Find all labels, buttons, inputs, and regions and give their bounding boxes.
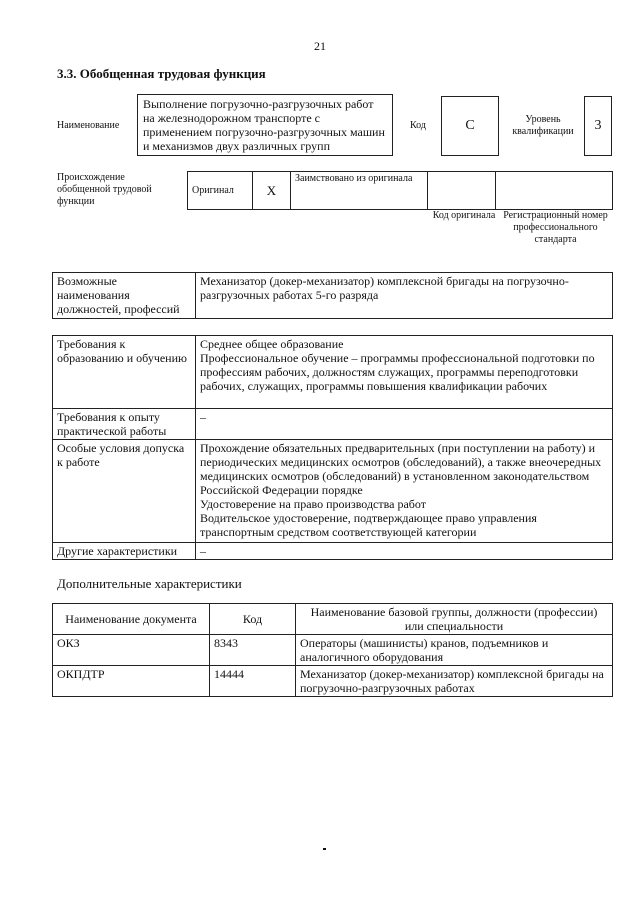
table-row xyxy=(53,666,613,697)
req-education-line: Среднее общее образование xyxy=(200,337,344,351)
table-row xyxy=(53,635,613,666)
name-label: Наименование xyxy=(57,120,120,131)
additional-header-name: Наименование базовой группы, должности (профессии) или специальности xyxy=(296,604,613,635)
okz-code: 8343 xyxy=(210,635,296,666)
okpdtr-code: 14444 xyxy=(210,666,296,697)
code-caption: Код оригинала xyxy=(432,210,496,221)
req-education-value xyxy=(196,336,613,409)
requirements-table xyxy=(52,335,613,560)
additional-header-code: Код xyxy=(210,604,296,635)
req-conditions-label: Особые условия допуска к работе xyxy=(53,440,196,543)
req-conditions-line: Водительское удостоверение, подтверждающее право управления транспортным средством соответствующей категории xyxy=(200,511,537,539)
okz-name: Операторы (машинисты) кранов, подъемников и аналогичного оборудования xyxy=(296,635,613,666)
section-title: 3.3. Обобщенная трудовая функция xyxy=(57,66,266,81)
req-conditions-line: Прохождение обязательных предварительных (при поступлении на работу) и периодических медицинских осмотров (обследований), а также внеочередных медицинских осмотров (обследований) в установленном законодательством Российской Федерации порядке xyxy=(200,441,602,497)
req-experience-label: Требования к опыту практической работы xyxy=(53,409,196,440)
req-conditions-value xyxy=(196,440,613,543)
origin-reg-cell xyxy=(496,172,613,210)
code-label: Код xyxy=(410,120,426,131)
level-value: 3 xyxy=(584,96,612,156)
positions-value: Механизатор (докер-механизатор) комплексной бригады на погрузочно-разгрузочных работах 5-го разряда xyxy=(196,273,613,319)
original-label: Оригинал xyxy=(188,172,253,210)
origin-label: Происхождение обобщенной трудовой функции xyxy=(57,172,152,207)
page-number: 21 xyxy=(314,39,326,53)
scan-dot xyxy=(323,848,326,850)
origin-code-cell xyxy=(428,172,496,210)
req-education-label: Требования к образованию и обучению xyxy=(53,336,196,409)
okpdtr-doc: ОКПДТР xyxy=(53,666,210,697)
original-mark: X xyxy=(253,172,291,210)
level-label: Уровень квалификации xyxy=(512,114,574,137)
okpdtr-name: Механизатор (докер-механизатор) комплексной бригады на погрузочно-разгрузочных работах xyxy=(296,666,613,697)
positions-label: Возможные наименования должностей, профессий xyxy=(53,273,196,319)
origin-table xyxy=(187,171,613,210)
positions-table xyxy=(52,272,613,319)
reg-caption: Регистрационный номер профессионального стандарта xyxy=(503,210,608,245)
borrowed-label: Заимствовано из оригинала xyxy=(291,172,428,210)
req-conditions-line: Удостоверение на право производства работ xyxy=(200,497,426,511)
req-other-value: – xyxy=(196,543,613,560)
additional-header-doc: Наименование документа xyxy=(53,604,210,635)
additional-title: Дополнительные характеристики xyxy=(57,576,242,591)
additional-table xyxy=(52,603,613,697)
req-education-line: Профессиональное обучение – программы профессиональной подготовки по профессиям рабочих, должностям служащих, программы переподготовки рабочих, служащих, программы повышения квалификации рабочих xyxy=(200,351,595,393)
okz-doc: ОКЗ xyxy=(53,635,210,666)
code-value: C xyxy=(441,96,499,156)
name-value: Выполнение погрузочно-разгрузочных работ на железнодорожном транспорте с применением погрузочно-разгрузочных машин и механизмов двух различных групп xyxy=(137,94,393,156)
req-other-label: Другие характеристики xyxy=(53,543,196,560)
req-experience-value: – xyxy=(196,409,613,440)
